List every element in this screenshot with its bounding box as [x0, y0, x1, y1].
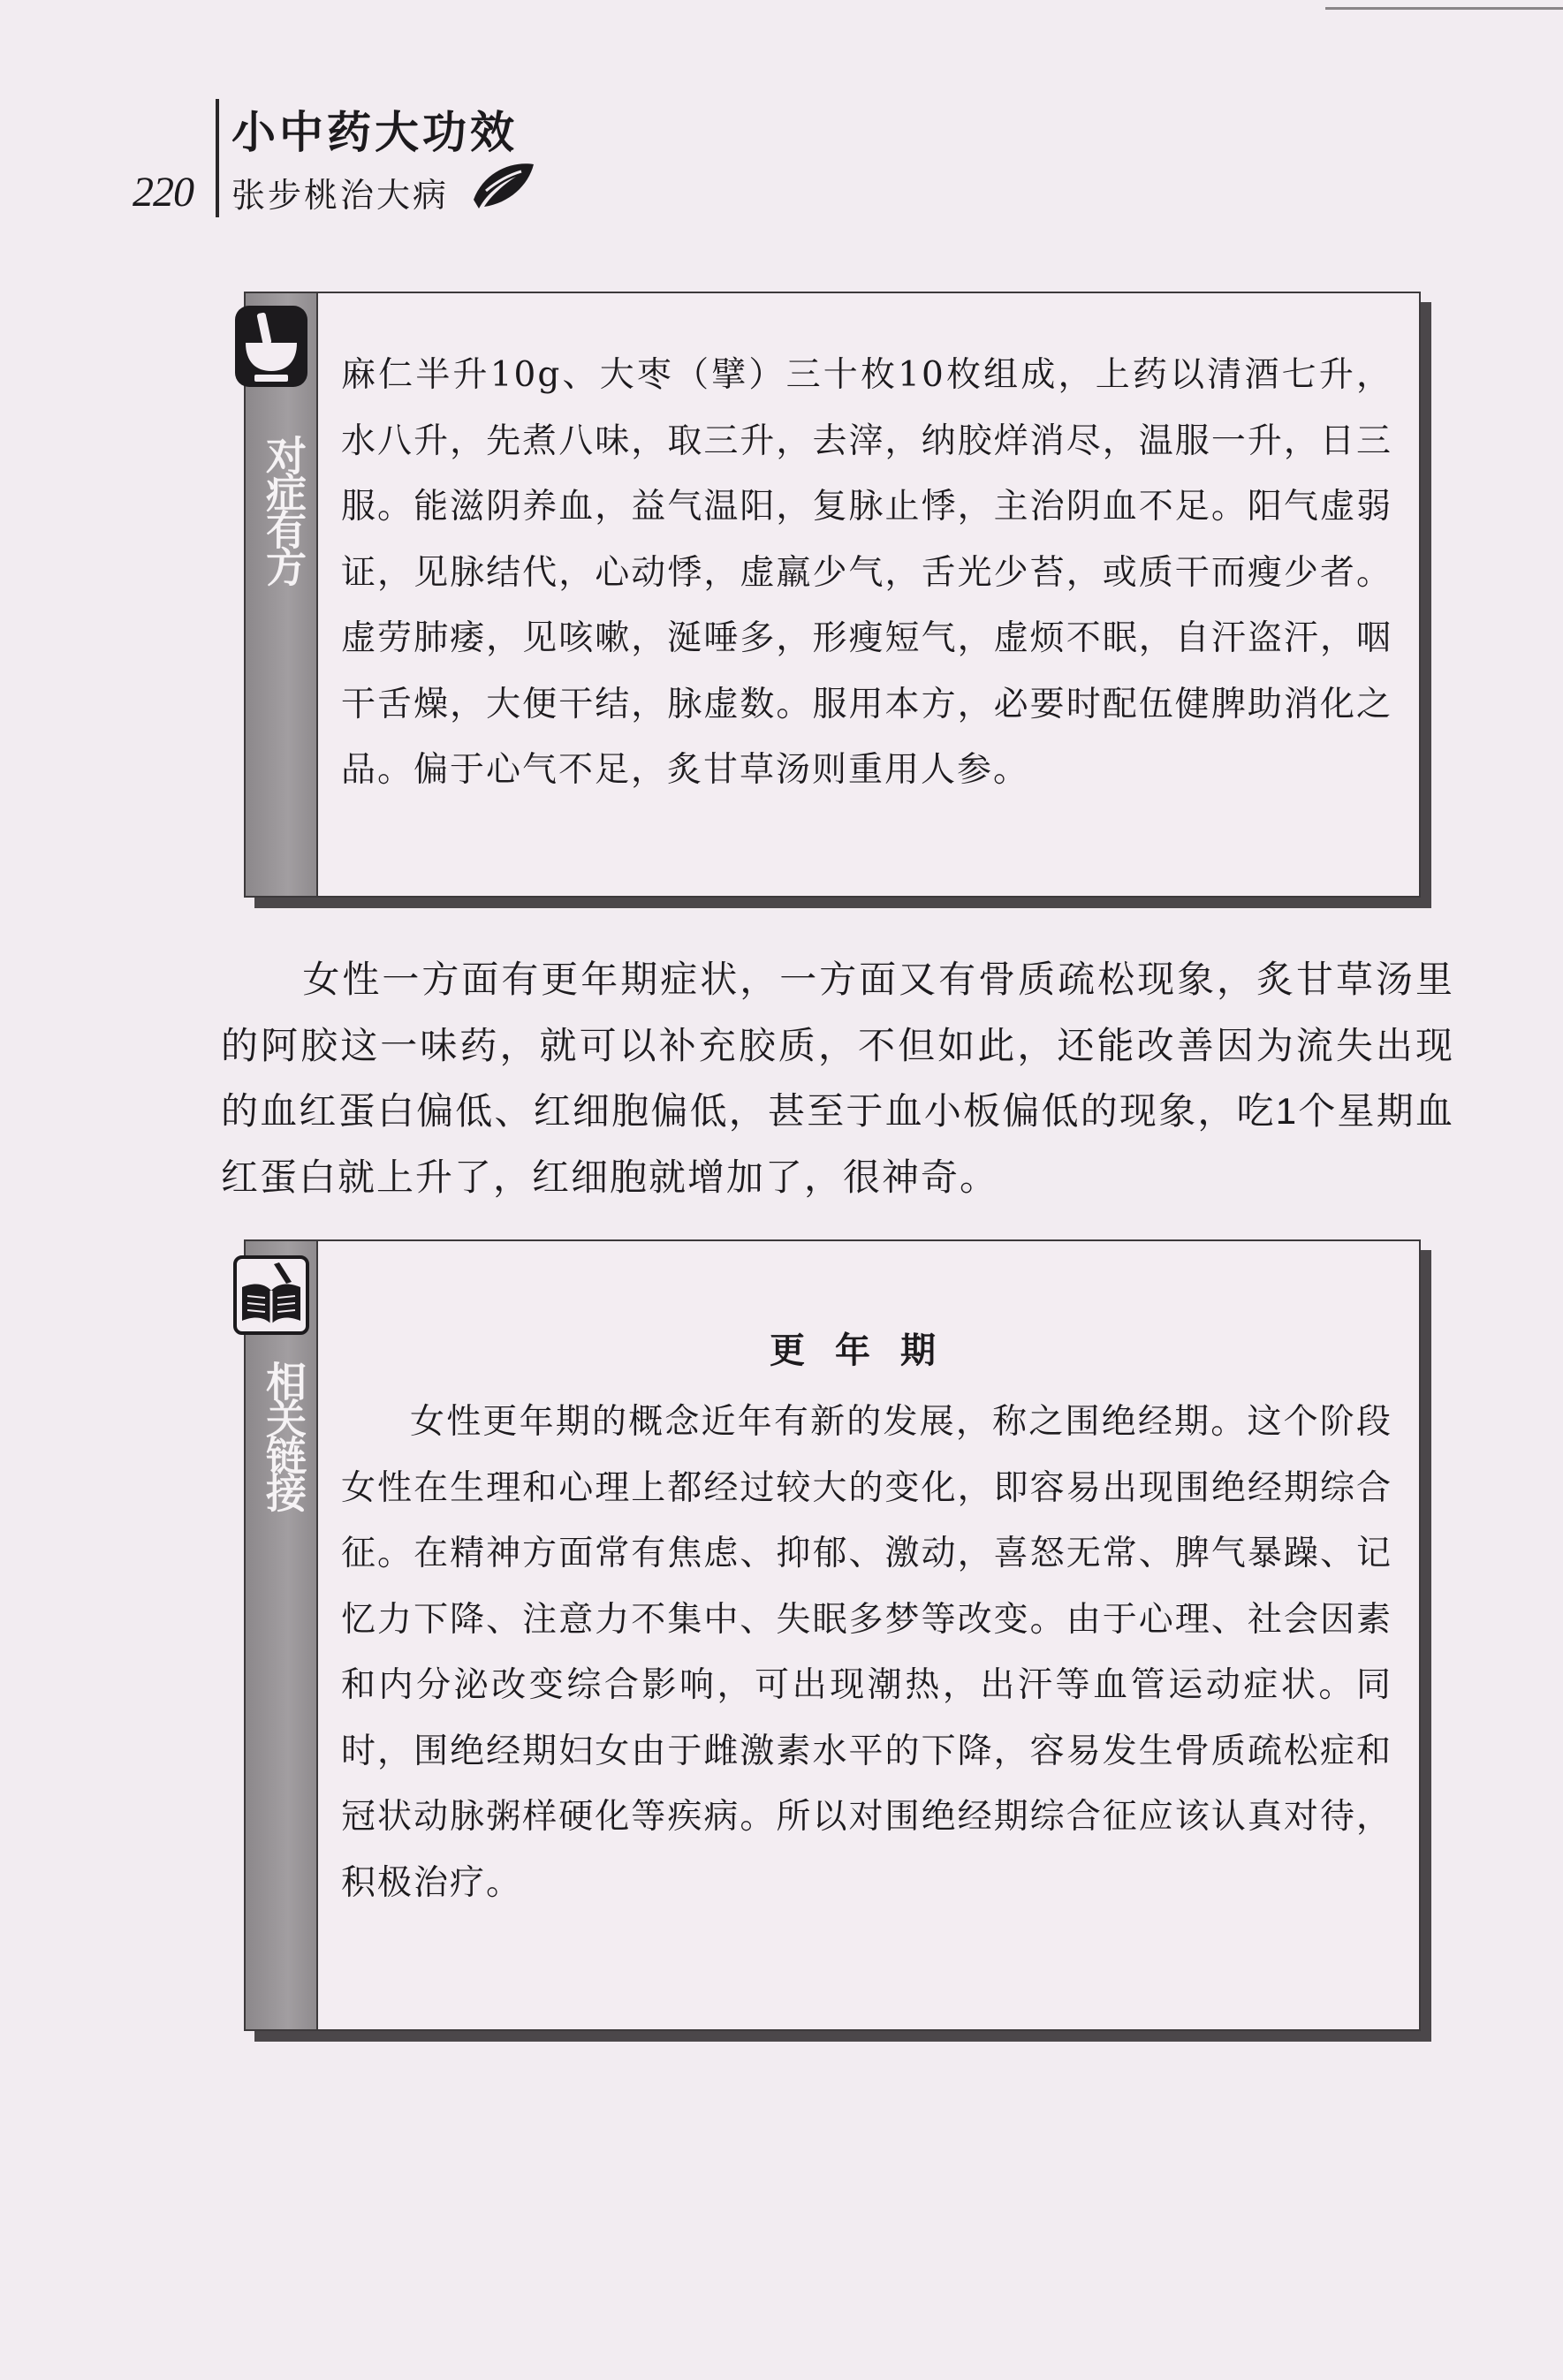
book-icon	[233, 1252, 309, 1337]
related-link-sidebar-label: 相关链接	[260, 1361, 307, 1509]
page-number: 220	[133, 169, 193, 216]
related-link-box	[244, 1239, 1421, 2031]
main-paragraph: 女性一方面有更年期症状，一方面又有骨质疏松现象，炙甘草汤里的阿胶这一味药，就可以补充胶质，不但如此，还能改善因为流失出现的血红蛋白偏低、红细胞偏低，甚至于血小板偏低的现象，吃1个星期血红蛋白就上升了，红细胞就增加了，很神奇。	[221, 959, 1454, 1198]
top-edge-line	[1325, 7, 1563, 10]
related-link-heading: 更年期	[770, 1330, 966, 1371]
prescription-box	[244, 292, 1421, 898]
prescription-sidebar-label: 对症有方	[260, 435, 307, 583]
book-title: 小中药大功效	[231, 107, 518, 158]
header-divider	[216, 99, 219, 217]
book-subtitle: 张步桃治大病	[231, 176, 450, 215]
related-link-sidebar	[246, 1241, 318, 2029]
prescription-sidebar	[246, 293, 318, 896]
prescription-text: 麻仁半升10g、大枣（擘）三十枚10枚组成，上药以清酒七升，水八升，先煮八味，取三升，去滓，纳胶烊消尽，温服一升，日三服。能滋阴养血，益气温阳，复脉止悸，主治阴血不足。阳气虚弱证，见脉结代，心动悸，虚羸少气，舌光少苔，或质干而瘦少者。虚劳肺痿，见咳嗽，涎唾多，形瘦短气，虚烦不眠，自汗盗汗，咽干舌燥，大便干结，脉虚数。服用本方，必要时配伍健脾助消化之品。偏于心气不足，炙甘草汤则重用人参。	[341, 355, 1392, 790]
related-link-text: 女性更年期的概念近年有新的发展，称之围绝经期。这个阶段女性在生理和心理上都经过较大的变化，即容易出现围绝经期综合征。在精神方面常有焦虑、抑郁、激动，喜怒无常、脾气暴躁、记忆力下降、注意力不集中、失眠多梦等改变。由于心理、社会因素和内分泌改变综合影响，可出现潮热，出汗等血管运动症状。同时，围绝经期妇女由于雌激素水平的下降，容易发生骨质疏松症和冠状动脉粥样硬化等疾病。所以对围绝经期综合征应该认真对待，积极治疗。	[341, 1402, 1392, 1903]
leaf-icon	[467, 159, 537, 216]
mortar-pestle-icon	[233, 304, 309, 389]
